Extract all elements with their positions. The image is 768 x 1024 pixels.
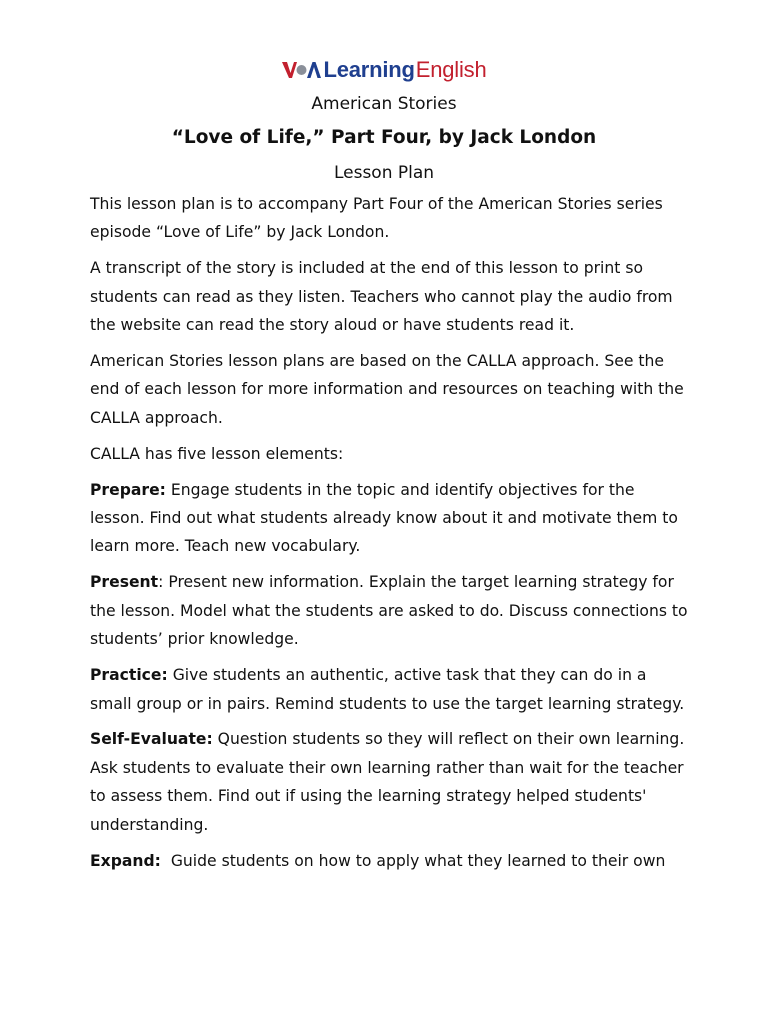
- lesson-element-prepare: [90, 476, 690, 561]
- lesson-element-practice: [90, 661, 690, 718]
- element-description: Engage students in the topic and identify objectives for the lesson. Find out what students already know about it and motivate them to learn more. Teach new vocabulary.: [90, 480, 683, 556]
- element-term: Present: [90, 573, 159, 592]
- element-description: Question students so they will reflect on their own learning. Ask students to evaluate their own learning rather than wait for the teacher to assess them. Find out if using the learning strategy helped students' understanding.: [90, 730, 690, 834]
- element-description: Give students an authentic, active task that they can do in a small group or in pairs. Remind students to use the target learning strategy.: [90, 666, 685, 713]
- element-term: Self-Evaluate:: [90, 730, 213, 749]
- intro-paragraph: American Stories lesson plans are based on the CALLA approach. See the end of each lesson for more information and resources on teaching with the CALLA approach.: [90, 352, 689, 427]
- lesson-element-present: [90, 568, 693, 653]
- voa-logo-mark: [281, 59, 321, 81]
- lesson-element-expand: [90, 847, 690, 875]
- voa-learning-english-logo: [0, 56, 768, 86]
- element-term: Practice:: [90, 666, 168, 685]
- intro-paragraph: A transcript of the story is included at the end of this lesson to print so students can read as they listen. Teachers who cannot play the audio from the website can read the story aloud or have students read it.: [90, 259, 678, 335]
- page-subtitle: Lesson Plan: [333, 163, 435, 183]
- lesson-element-self-evaluate: [90, 725, 690, 839]
- element-term: Prepare:: [90, 480, 166, 499]
- series-name: American Stories: [311, 94, 457, 114]
- element-term: Expand:: [90, 851, 161, 870]
- logo-learning-text: Learning: [323, 57, 415, 82]
- page-title: “Love of Life,” Part Four, by Jack London: [171, 127, 597, 148]
- element-description: : Present new information. Explain the target learning strategy for the lesson. Model what the students are asked to do. Discuss connections to students’ prior knowledge.: [90, 573, 693, 649]
- intro-paragraph: This lesson plan is to accompany Part Four of the American Stories series episode “Love of Life” by Jack London.: [90, 195, 668, 242]
- lesson-body: [90, 190, 693, 882]
- intro-paragraph: CALLA has five lesson elements:: [90, 444, 344, 463]
- element-description: Guide students on how to apply what they learned to their own: [160, 851, 666, 870]
- logo-english-text: English: [415, 57, 487, 82]
